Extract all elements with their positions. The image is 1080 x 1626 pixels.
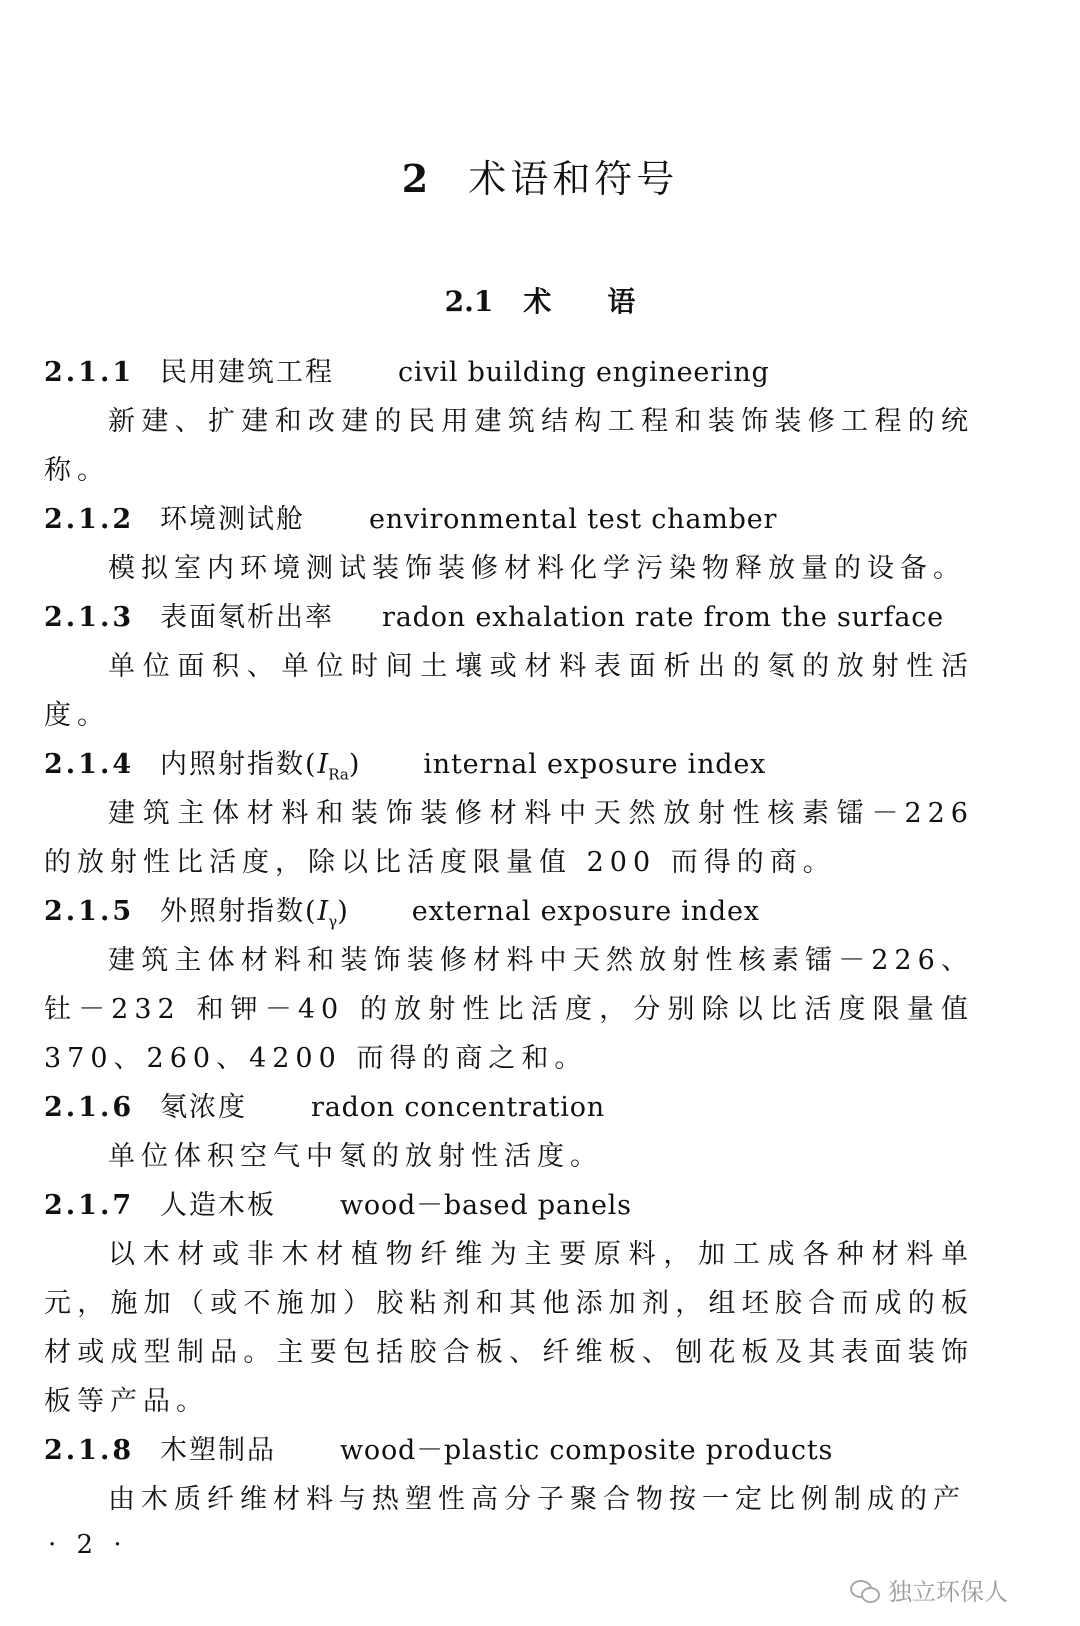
term-chinese: 表面氡析出率 [160, 602, 334, 633]
term-english: internal exposure index [423, 749, 767, 780]
term-definition: 新建、扩建和改建的民用建筑结构工程和装饰装修工程的统称。 [44, 406, 974, 486]
term-definition: 建筑主体材料和装饰装修材料中天然放射性核素镭－226 的放射性比活度，除以比活度限量值 200 而得的商。 [44, 798, 974, 878]
term-number: 2.1.2 [44, 504, 135, 535]
term-english: wood－based panels [340, 1190, 632, 1221]
term-number: 2.1.1 [44, 357, 135, 388]
watermark-text: 独立环保人 [888, 1578, 1008, 1606]
term-definition: 由木质纤维材料与热塑性高分子聚合物按一定比例制成的产 [108, 1484, 966, 1515]
term-heading [44, 887, 974, 936]
term-definition: 建筑主体材料和装饰装修材料中天然放射性核素镭－226、钍－232 和钾－40 的放射性比活度，分别除以比活度限量值 370、260、4200 而得的商之和。 [44, 945, 974, 1074]
term-chinese: 木塑制品 [160, 1435, 276, 1466]
term-number: 2.1.4 [44, 749, 135, 780]
term-entry [44, 740, 974, 887]
chapter-number: 2 [401, 156, 433, 201]
chapter-title-text: 术语和符号 [468, 157, 679, 201]
term-chinese: 外照射指数( [160, 896, 318, 927]
wechat-icon [850, 1578, 880, 1602]
section-title [0, 280, 1080, 320]
page-number: · 2 · [48, 1530, 128, 1560]
term-english: radon concentration [311, 1092, 605, 1123]
term-definition: 单位体积空气中氡的放射性活度。 [108, 1141, 603, 1172]
term-definition: 模拟室内环境测试装饰装修材料化学污染物释放量的设备。 [108, 553, 966, 584]
term-chinese: 内照射指数( [160, 749, 318, 780]
terms-list [44, 348, 974, 1524]
term-english: wood－plastic composite products [340, 1435, 834, 1466]
term-symbol: I [317, 896, 329, 927]
term-symbol: I [317, 749, 329, 780]
term-heading [44, 1083, 974, 1132]
section-title-text: 术语 [523, 285, 692, 318]
term-definition: 以木材或非木材植物纤维为主要原料，加工成各种材料单元，施加（或不施加）胶粘剂和其他添加剂，组坯胶合而成的板材或成型制品。主要包括胶合板、纤维板、刨花板及其表面装饰板等产品。 [44, 1239, 974, 1417]
term-heading [44, 593, 974, 642]
term-chinese: 环境测试舱 [160, 504, 305, 535]
term-entry [44, 1426, 974, 1524]
term-english: civil building engineering [398, 357, 770, 388]
term-entry [44, 887, 974, 1083]
term-chinese: 氡浓度 [160, 1092, 247, 1123]
chapter-title [0, 148, 1080, 203]
term-entry [44, 495, 974, 593]
term-number: 2.1.8 [44, 1435, 135, 1466]
term-number: 2.1.5 [44, 896, 135, 927]
term-number: 2.1.3 [44, 602, 135, 633]
term-heading [44, 1181, 974, 1230]
term-english: environmental test chamber [369, 504, 778, 535]
term-number: 2.1.7 [44, 1190, 135, 1221]
term-chinese: 人造木板 [160, 1190, 276, 1221]
term-number: 2.1.6 [44, 1092, 135, 1123]
watermark [850, 1572, 1008, 1607]
term-entry [44, 593, 974, 740]
section-number: 2.1 [444, 285, 494, 318]
term-symbol-subscript: Ra [328, 765, 349, 784]
term-english: radon exhalation rate from the surface [382, 602, 944, 633]
term-symbol-subscript: γ [328, 912, 338, 931]
term-heading [44, 1426, 974, 1475]
term-heading [44, 740, 974, 789]
term-chinese-close: ) [348, 749, 360, 780]
term-definition: 单位面积、单位时间土壤或材料表面析出的氡的放射性活度。 [44, 651, 974, 731]
term-entry [44, 1181, 974, 1426]
term-entry [44, 1083, 974, 1181]
term-heading [44, 495, 974, 544]
term-heading [44, 348, 974, 397]
term-chinese: 民用建筑工程 [160, 357, 334, 388]
term-chinese-close: ) [337, 896, 348, 927]
term-english: external exposure index [411, 896, 760, 927]
term-entry [44, 348, 974, 495]
